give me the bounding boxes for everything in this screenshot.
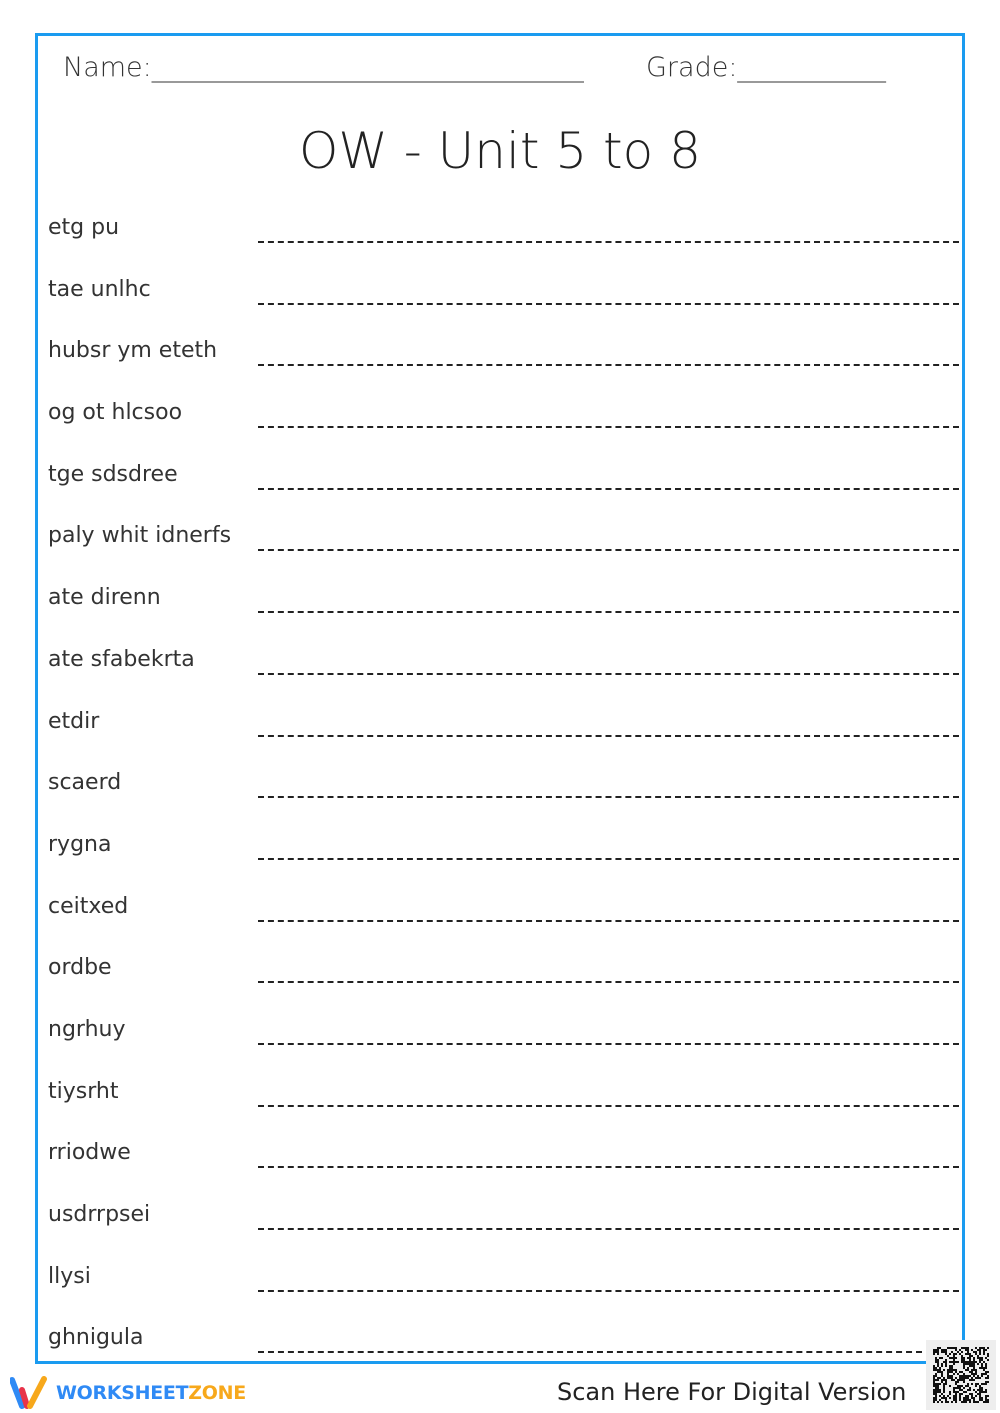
qr-code-icon: [926, 1340, 996, 1410]
word-row: [0, 335, 1000, 397]
scan-text: Scan Here For Digital Version: [557, 1378, 907, 1406]
answer-line[interactable]: [258, 1351, 922, 1353]
grade-field: Grade:___________: [646, 52, 886, 83]
scrambled-word: ceitxed: [48, 893, 129, 919]
word-row: [0, 520, 1000, 582]
word-row: [0, 891, 1000, 953]
word-row: [0, 706, 1000, 768]
answer-line[interactable]: [258, 549, 959, 551]
word-row: [0, 1322, 1000, 1384]
answer-line[interactable]: [258, 1105, 959, 1107]
word-row: [0, 1076, 1000, 1138]
word-row: [0, 1261, 1000, 1323]
name-field: Name:________________________________: [63, 52, 584, 83]
answer-line[interactable]: [258, 981, 959, 983]
scrambled-word: paly whit idnerfs: [48, 523, 232, 549]
answer-line[interactable]: [258, 611, 959, 613]
word-row: [0, 767, 1000, 829]
answer-line[interactable]: [258, 920, 959, 922]
word-row: [0, 212, 1000, 274]
scrambled-word: tae unlhc: [48, 276, 151, 302]
answer-line[interactable]: [258, 1043, 959, 1045]
scrambled-word: tiysrht: [48, 1078, 119, 1104]
answer-line[interactable]: [258, 1228, 959, 1230]
scrambled-word: llysi: [48, 1263, 91, 1289]
answer-line[interactable]: [258, 796, 959, 798]
worksheet-zone-logo: [10, 1376, 246, 1410]
word-row: [0, 274, 1000, 336]
word-row: [0, 1014, 1000, 1076]
answer-line[interactable]: [258, 303, 959, 305]
word-row: [0, 829, 1000, 891]
answer-line[interactable]: [258, 673, 959, 675]
scrambled-word: og ot hlcsoo: [48, 400, 183, 426]
word-row: [0, 1199, 1000, 1261]
answer-line[interactable]: [258, 488, 959, 490]
scrambled-word: rriodwe: [48, 1140, 131, 1166]
word-row: [0, 1137, 1000, 1199]
logo-text: WORKSHEETZONE: [56, 1382, 246, 1404]
scrambled-word: usdrrpsei: [48, 1202, 151, 1227]
scrambled-word: hubsr ym eteth: [48, 338, 218, 364]
scrambled-word: ngrhuy: [48, 1016, 126, 1042]
scrambled-word: tge sdsdree: [48, 461, 178, 487]
answer-line[interactable]: [258, 735, 959, 737]
word-row: [0, 459, 1000, 521]
word-list: [0, 212, 1000, 1384]
answer-line[interactable]: [258, 426, 959, 428]
word-row: [0, 644, 1000, 706]
scrambled-word: etdir: [48, 708, 100, 734]
word-row: [0, 582, 1000, 644]
answer-line[interactable]: [258, 1166, 959, 1168]
logo-icon: [10, 1376, 50, 1410]
page-title: OW - Unit 5 to 8: [299, 122, 701, 180]
answer-line[interactable]: [258, 241, 959, 243]
answer-line[interactable]: [258, 1290, 959, 1292]
scrambled-word: ate sfabekrta: [48, 646, 195, 672]
scrambled-word: ate direnn: [48, 585, 161, 611]
scrambled-word: ordbe: [48, 955, 112, 981]
scrambled-word: rygna: [48, 831, 112, 857]
word-row: [0, 952, 1000, 1014]
answer-line[interactable]: [258, 858, 959, 860]
word-row: [0, 397, 1000, 459]
scrambled-word: scaerd: [48, 770, 122, 796]
answer-line[interactable]: [258, 364, 959, 366]
scrambled-word: ghnigula: [48, 1325, 144, 1351]
scrambled-word: etg pu: [48, 215, 120, 240]
